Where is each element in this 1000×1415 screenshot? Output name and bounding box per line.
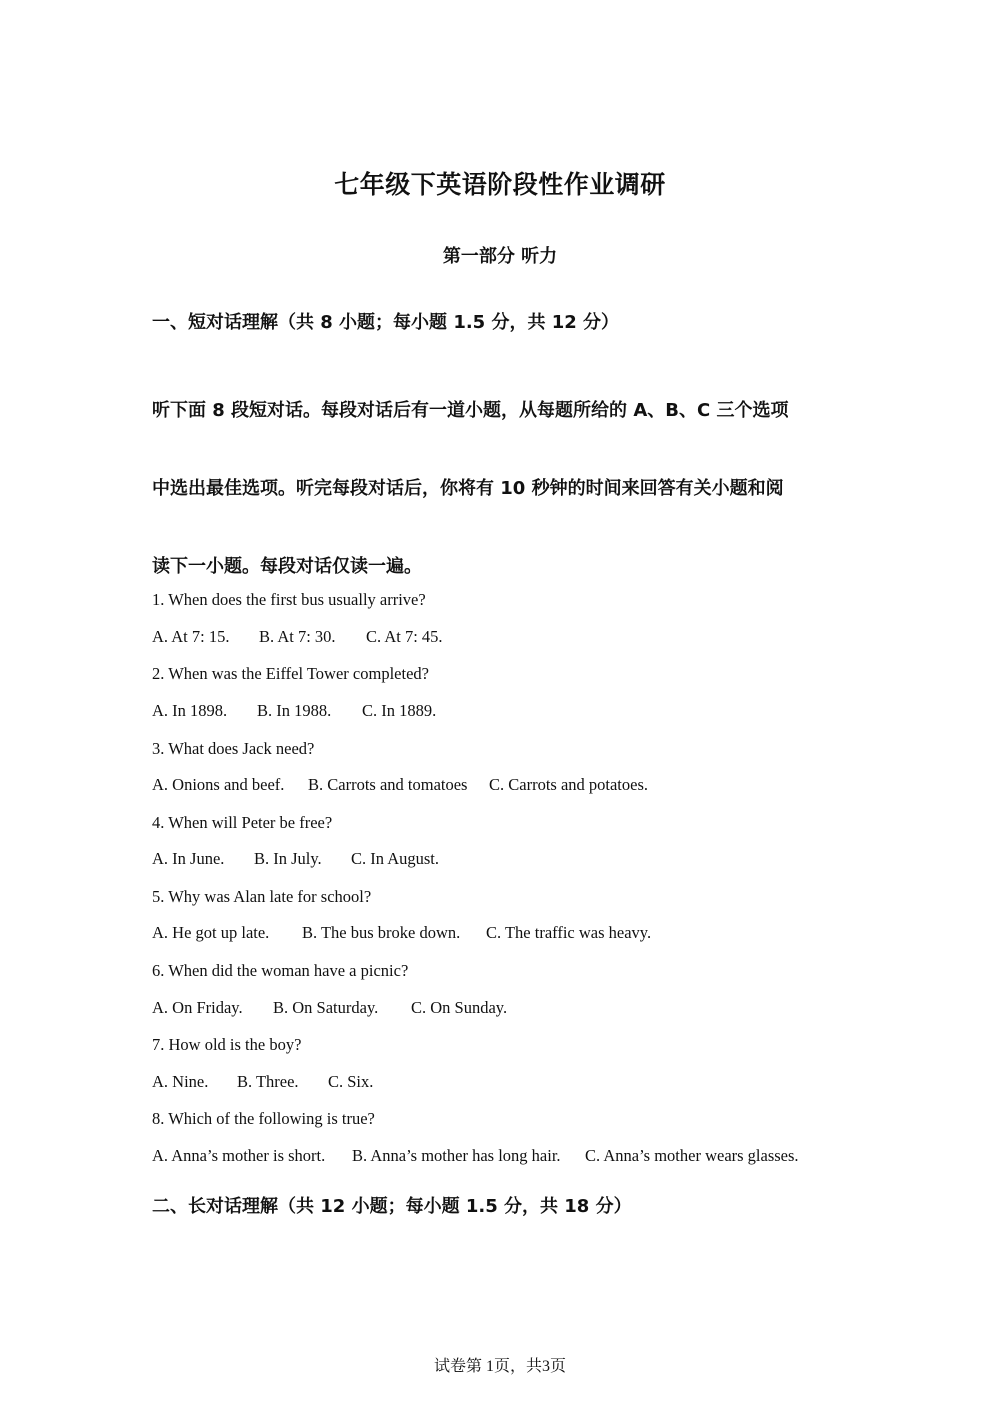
option-c: C. In August.	[351, 849, 440, 868]
option-c: C. In 1889.	[362, 701, 437, 720]
section-two-heading: 二、长对话理解（共 12 小题；每小题 1.5 分，共 18 分）	[152, 1196, 632, 1217]
question-5: 5. Why was Alan late for school?	[152, 887, 372, 906]
question-1-options	[152, 625, 443, 649]
option-c: C. Carrots and potatoes.	[489, 775, 649, 794]
option-a: A. At 7: 15.	[152, 627, 230, 646]
question-2-options	[152, 699, 436, 723]
option-a: A. Nine.	[152, 1072, 209, 1091]
question-7-options	[152, 1070, 373, 1094]
option-b: B. In July.	[254, 849, 322, 868]
option-a: A. On Friday.	[152, 998, 243, 1017]
option-c: C. Six.	[328, 1072, 374, 1091]
instruction-line: 中选出最佳选项。听完每段对话后，你将有 10 秒钟的时间来回答有关小题和阅	[152, 478, 784, 499]
question-4: 4. When will Peter be free?	[152, 813, 333, 832]
option-c: C. On Sunday.	[411, 998, 508, 1017]
section-one-heading: 一、短对话理解（共 8 小题；每小题 1.5 分，共 12 分）	[152, 312, 620, 333]
page-footer: 试卷第 1页，共3页	[433, 1358, 566, 1375]
part-heading: 第一部分 听力	[442, 246, 558, 267]
question-3-options	[152, 773, 648, 797]
question-7: 7. How old is the boy?	[152, 1035, 302, 1054]
question-8: 8. Which of the following is true?	[152, 1109, 375, 1128]
option-a: A. In 1898.	[152, 701, 228, 720]
section-one-instructions	[152, 372, 852, 606]
option-c: C. At 7: 45.	[366, 627, 443, 646]
instruction-line: 读下一小题。每段对话仅读一遍。	[152, 556, 422, 577]
question-3: 3. What does Jack need?	[152, 739, 315, 758]
option-c: C. The traffic was heavy.	[486, 923, 652, 942]
question-8-options	[152, 1144, 799, 1168]
question-5-options	[152, 921, 651, 945]
option-b: B. At 7: 30.	[259, 627, 336, 646]
page-title: 七年级下英语阶段性作业调研	[334, 170, 666, 199]
option-a: A. In June.	[152, 849, 225, 868]
option-b: B. The bus broke down.	[302, 923, 461, 942]
question-2: 2. When was the Eiffel Tower completed?	[152, 664, 429, 683]
option-a: A. Anna’s mother is short.	[152, 1146, 326, 1165]
option-b: B. Carrots and tomatoes	[308, 775, 468, 794]
option-c: C. Anna’s mother wears glasses.	[585, 1146, 799, 1165]
question-6: 6. When did the woman have a picnic?	[152, 961, 409, 980]
option-b: B. Anna’s mother has long hair.	[352, 1146, 561, 1165]
question-6-options	[152, 996, 507, 1020]
option-a: A. Onions and beef.	[152, 775, 285, 794]
question-1: 1. When does the first bus usually arrive?	[152, 590, 426, 609]
option-b: B. In 1988.	[257, 701, 332, 720]
option-b: B. Three.	[237, 1072, 299, 1091]
instruction-line: 听下面 8 段短对话。每段对话后有一道小题，从每题所给的 A、B、C 三个选项	[152, 400, 789, 421]
option-b: B. On Saturday.	[273, 998, 379, 1017]
option-a: A. He got up late.	[152, 923, 270, 942]
question-4-options	[152, 847, 439, 871]
